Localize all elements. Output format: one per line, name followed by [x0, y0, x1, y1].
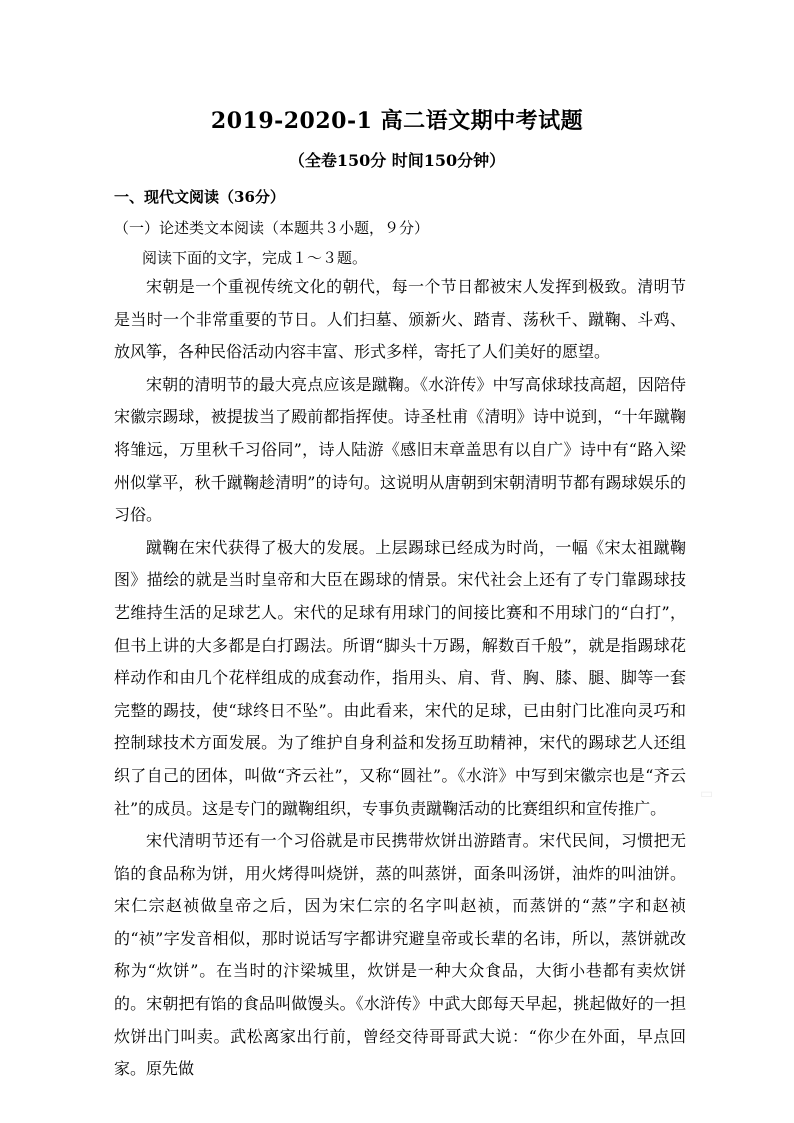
paragraph: 宋朝的清明节的最大亮点应该是蹴鞠。《水浒传》中写高俅球技高超，因陪侍宋徽宗踢球，被提拔当了殿前都指挥使。诗圣杜甫《清明》诗中说到，“十年蹴鞠将雏远，万里秋千习俗同”，诗人陆游《感旧末章盖思有以自广》诗中有“路入梁州似掌平，秋千蹴鞠趁清明”的诗句。这说明从唐朝到宋朝清明节都有踢球娱乐的习俗。: [114, 374, 686, 525]
reading-instruction: 阅读下面的文字，完成１～３题。: [142, 249, 368, 267]
paragraph: 宋代清明节还有一个习俗就是市民携带炊饼出游踏青。宋代民间，习惯把无馅的食品称为饼，用火烤得叫烧饼，蒸的叫蒸饼，面条叫汤饼，油炸的叫油饼。宋仁宗赵祯做皇帝之后，因为宋仁宗的名字叫赵祯，而蒸饼的“蒸”字和赵祯的“祯”字发音相似，那时说话写字都讲究避皇帝或长辈的名讳，所以，蒸饼就改称为“炊饼”。在当时的汴梁城里，炊饼是一种大众食品，大街小巷都有卖炊饼的。宋朝把有馅的食品叫做馒头。《水浒传》中武大郎每天早起，挑起做好的一担炊饼出门叫卖。武松离家出行前，曾经交待哥哥武大说：“你少在外面，早点回家。原先做: [114, 831, 686, 1079]
page-title: 2019-2020-1 高二语文期中考试题: [210, 108, 584, 134]
watermark-mark: ▭: [700, 786, 714, 802]
page-subtitle: （全卷150分 时间150分钟）: [288, 151, 506, 170]
paragraph: 蹴鞠在宋代获得了极大的发展。上层踢球已经成为时尚，一幅《宋太祖蹴鞠图》描绘的就是当时皇帝和大臣在踢球的情景。宋代社会上还有了专门靠踢球技艺维持生活的足球艺人。宋代的足球有用球门的间接比赛和不用球门的“白打”，但书上讲的大多都是白打踢法。所谓“脚头十万踢，解数百千般”，就是指踢球花样动作和由几个花样组成的成套动作，指用头、肩、背、胸、膝、腿、脚等一套完整的踢技，使“球终日不坠”。由此看来，宋代的足球，已由射门比准向灵巧和控制球技术方面发展。为了维护自身利益和发扬互助精神，宋代的踢球艺人还组织了自己的团体，叫做“齐云社”，又称“圆社”。《水浒》中写到宋徽宗也是“齐云社”的成员。这是专门的蹴鞠组织，专事负责蹴鞠活动的比赛组织和宣传推广。: [114, 537, 686, 818]
sub-section-heading: （一）论述类文本阅读（本题共３小题，９分）: [114, 219, 430, 237]
paragraph: 宋朝是一个重视传统文化的朝代，每一个节日都被宋人发挥到极致。清明节是当时一个非常重要的节日。人们扫墓、颁新火、踏青、荡秋千、蹴鞠、斗鸡、放风筝，各种民俗活动内容丰富、形式多样，寄托了人们美好的愿望。: [114, 277, 686, 362]
section-heading: 一、现代文阅读（36分）: [114, 188, 285, 206]
reading-passage: [114, 271, 686, 1086]
